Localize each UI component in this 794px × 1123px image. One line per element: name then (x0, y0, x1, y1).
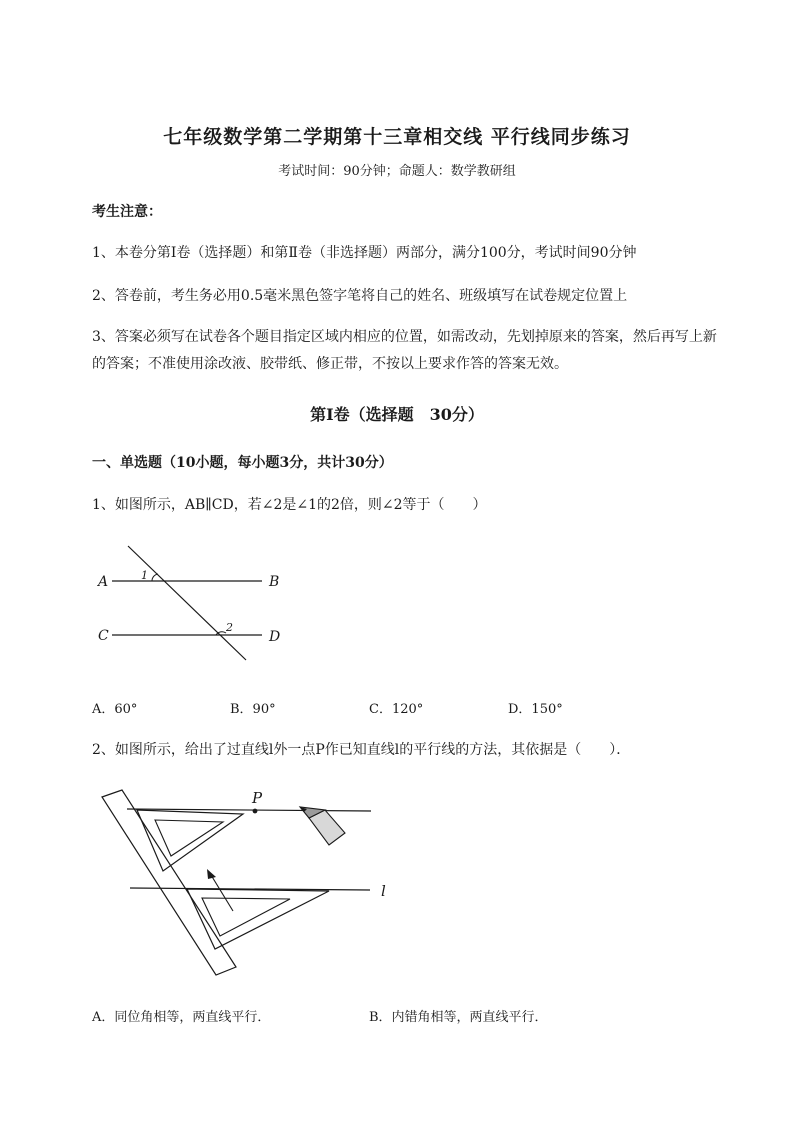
page-title: 七年级数学第二学期第十三章相交线 平行线同步练习 (163, 126, 631, 148)
question-2-option-a[interactable]: A．同位角相等，两直线平行． (92, 1010, 271, 1025)
angle-1-arc (152, 574, 158, 581)
exam-info: 考试时间：90分钟；命题人：数学教研组 (278, 164, 516, 179)
section-title: 第Ⅰ卷（选择题 30分） (310, 405, 484, 424)
label-p: P (252, 789, 263, 807)
part-title: 一、单选题（10小题，每小题3分，共计30分） (92, 455, 393, 471)
notice-item-3-cont: 的答案；不准使用涂改液、胶带纸、修正带，不按以上要求作答的答案无效。 (92, 356, 568, 372)
question-1-option-c[interactable]: C．120° (369, 702, 424, 717)
question-2-option-b[interactable]: B．内错角相等，两直线平行． (369, 1010, 548, 1025)
notice-item-1: 1、本卷分第Ⅰ卷（选择题）和第Ⅱ卷（非选择题）两部分，满分100分，考试时间90分钟 (92, 245, 637, 261)
notice-heading: 考生注意： (92, 204, 162, 220)
label-a: A (98, 574, 109, 590)
label-l: l (381, 882, 386, 900)
set-square-upper-inner (155, 820, 223, 856)
label-angle-2: 2 (226, 621, 233, 634)
pencil-icon (300, 807, 345, 845)
slide-arrowhead (207, 869, 216, 879)
question-1-option-d[interactable]: D．150° (508, 702, 563, 717)
question-1-stem: 1、如图所示，AB∥CD，若∠2是∠1的2倍，则∠2等于（ ） (92, 497, 487, 513)
question-1-option-b[interactable]: B．90° (230, 702, 276, 717)
transversal (128, 546, 246, 660)
label-d: D (269, 629, 281, 645)
question-1-figure (90, 538, 300, 668)
notice-item-2: 2、答卷前，考生务必用0.5毫米黑色签字笔将自己的姓名、班级填写在试卷规定位置上 (92, 288, 628, 304)
label-angle-1: 1 (141, 569, 148, 582)
label-c: C (98, 628, 109, 644)
question-1-option-a[interactable]: A．60° (92, 702, 138, 717)
point-p (253, 809, 258, 814)
question-2-figure (95, 785, 405, 985)
label-b: B (269, 574, 280, 590)
question-2-stem: 2、如图所示，给出了过直线l外一点P作已知直线l的平行线的方法，其依据是（ ）． (92, 742, 631, 758)
notice-item-3: 3、答案必须写在试卷各个题目指定区域内相应的位置，如需改动，先划掉原来的答案，然后再写上新 (92, 329, 717, 345)
slide-arrow (211, 875, 233, 911)
